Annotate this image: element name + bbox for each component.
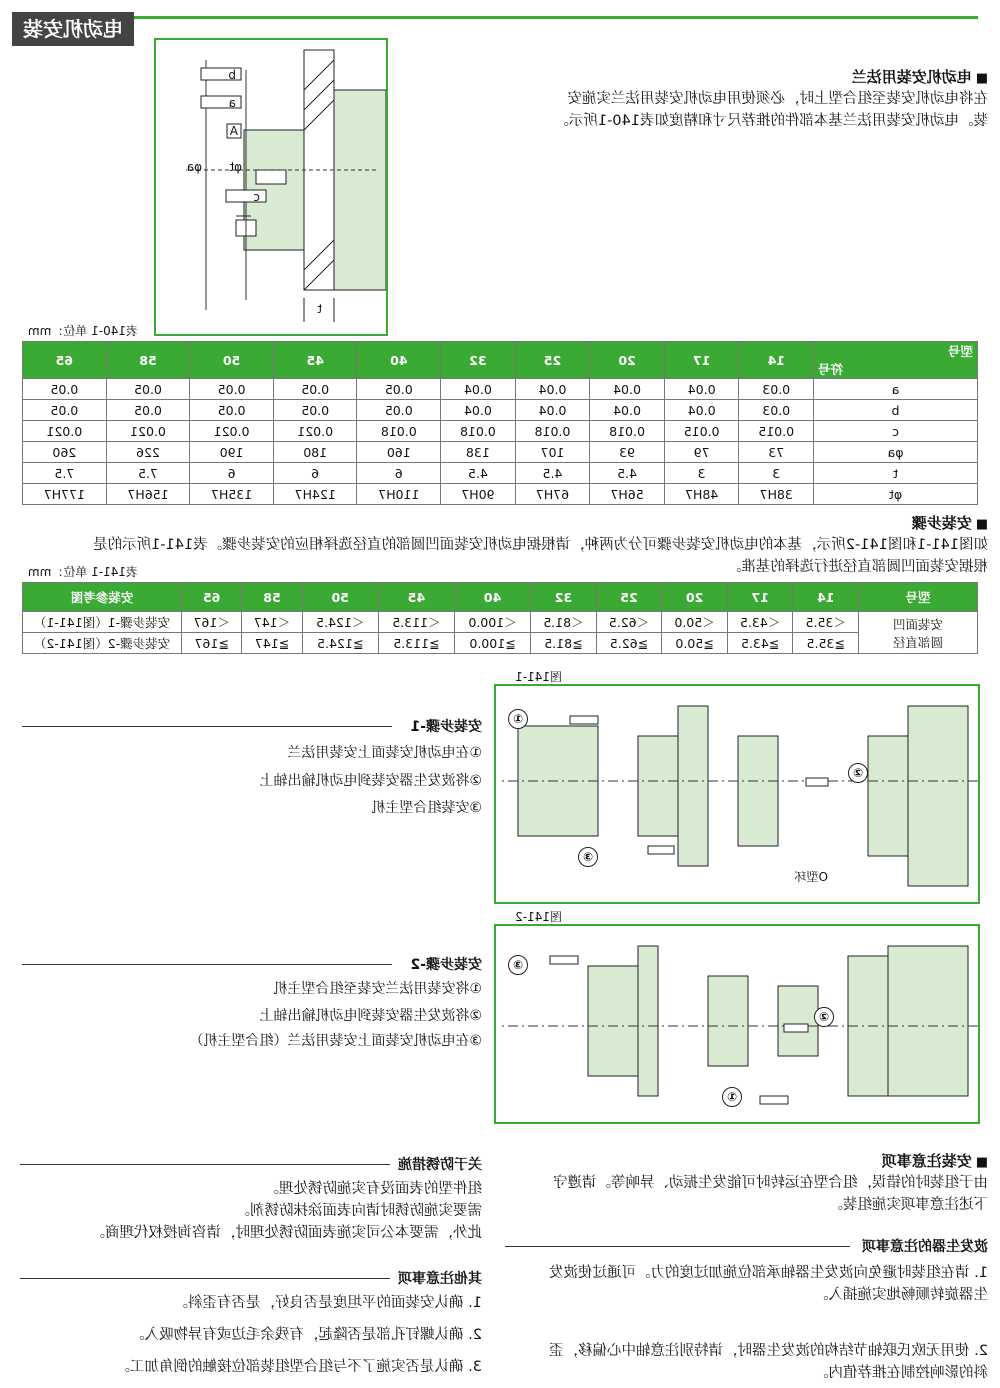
table140-cell: 79 bbox=[664, 442, 739, 463]
table141-ref: 安装步骤-1（图141-1） bbox=[23, 612, 182, 633]
fig141-1-step3-marker: ③ bbox=[578, 846, 598, 867]
assembly-drawing-1 bbox=[496, 686, 978, 902]
table141-cell: ＜147 bbox=[242, 612, 302, 633]
fig140-label-c: c bbox=[253, 190, 260, 204]
table140-row bbox=[23, 442, 978, 463]
table140-cell: 0.05 bbox=[23, 379, 107, 400]
table140-cell: 124H7 bbox=[273, 484, 357, 505]
table140-model: 20 bbox=[590, 342, 665, 379]
table140-cell: 190 bbox=[190, 442, 274, 463]
table140-cell: 226 bbox=[106, 442, 190, 463]
section-flange-text: 在将电动机安装至组合型上时，必须使用电动机安装用法兰实施安 装。电动机安装用法兰基本部件的推荐尺寸和精度如表140-1所示。 bbox=[554, 91, 988, 129]
figure-141-1 bbox=[494, 684, 980, 904]
table140-cell: 0.04 bbox=[441, 379, 516, 400]
header-rule bbox=[133, 16, 978, 19]
fig140-label-b: b bbox=[228, 68, 236, 82]
table141-head-model: 型号 bbox=[859, 583, 978, 612]
table140-symbol: b bbox=[814, 400, 978, 421]
table141-model: 65 bbox=[182, 583, 242, 612]
table140-row bbox=[23, 463, 978, 484]
table141-cell: ≧50.0 bbox=[662, 633, 728, 654]
fig141-1-step1-marker: ① bbox=[508, 708, 528, 729]
table141-model: 17 bbox=[727, 583, 793, 612]
step2-title: 安装步骤-2 bbox=[410, 957, 482, 973]
table140-model: 65 bbox=[23, 342, 107, 379]
table140-cell: 48H7 bbox=[664, 484, 739, 505]
table141-cell: ＜81.5 bbox=[531, 612, 597, 633]
table140-cell: 7.5 bbox=[23, 463, 107, 484]
table140-cell: 0.05 bbox=[190, 400, 274, 421]
table140-row bbox=[23, 400, 978, 421]
table141-row bbox=[23, 612, 978, 633]
table141-cell: ≧113.5 bbox=[378, 633, 454, 654]
fig140-label-phi-t: φt bbox=[229, 160, 242, 174]
table140-cell: 0.018 bbox=[441, 421, 516, 442]
header-title: 电动机安装 bbox=[12, 12, 134, 46]
table140-cell: 0.04 bbox=[515, 379, 590, 400]
table140-cell: 56H7 bbox=[590, 484, 665, 505]
section-flange-title: ■ 电动机安装用法兰 bbox=[852, 66, 988, 87]
table140-row bbox=[23, 484, 978, 505]
table141-row bbox=[23, 633, 978, 654]
step2-item: ③在电动机安装面上安装用法兰（组合型主机） bbox=[189, 1033, 482, 1049]
table140-cell: 0.018 bbox=[357, 421, 441, 442]
table141-cell: ≧62.5 bbox=[596, 633, 662, 654]
table140-model: 45 bbox=[273, 342, 357, 379]
table140-cell: 0.015 bbox=[664, 421, 739, 442]
table141-model: 50 bbox=[302, 583, 378, 612]
table140-cell: 0.04 bbox=[441, 400, 516, 421]
table140-cell: 0.018 bbox=[515, 421, 590, 442]
wave-note-1: 1. 请在组装时避免向波发生器轴承部位施加过度的力。可通过使波发 生器旋转顺畅地实施插入。 bbox=[549, 1265, 988, 1303]
table140-cell: 180 bbox=[273, 442, 357, 463]
table140-cell: 0.04 bbox=[590, 379, 665, 400]
table140-row bbox=[23, 421, 978, 442]
table140-row bbox=[23, 379, 978, 400]
table140-cell: 0.05 bbox=[357, 400, 441, 421]
fig140-label-a: a bbox=[228, 96, 236, 110]
table140-cell: 4.5 bbox=[515, 463, 590, 484]
table140-cell: 160 bbox=[357, 442, 441, 463]
table140-model: 25 bbox=[515, 342, 590, 379]
table141-model: 58 bbox=[242, 583, 302, 612]
section-notes-text: 由于组装时的错误，组合型在运转时可能发生振动、异响等。请遵守 下述注意事项实施组装。 bbox=[553, 1175, 988, 1213]
table141-model: 14 bbox=[793, 583, 859, 612]
wave-notes-rule bbox=[505, 1246, 850, 1247]
table141-cell: ≧147 bbox=[242, 633, 302, 654]
table140-cell: 0.018 bbox=[590, 421, 665, 442]
table140-cell: 6 bbox=[357, 463, 441, 484]
table141-cell: ≧35.5 bbox=[793, 633, 859, 654]
fig140-label-t: t bbox=[317, 302, 322, 316]
table140-model: 32 bbox=[441, 342, 516, 379]
table140-cell: 0.05 bbox=[273, 379, 357, 400]
table140-cell: 260 bbox=[23, 442, 107, 463]
table140-cell: 67H7 bbox=[515, 484, 590, 505]
other-note: 1. 确认安装面的平坦度是否良好，是否有歪斜。 bbox=[173, 1295, 482, 1311]
fig141-2-step1-marker: ① bbox=[722, 1086, 742, 1107]
fig141-1-oring-label: O型环 bbox=[794, 870, 828, 884]
other-note: 3. 确认是否实施了不与组合型组装部位接触的倒角加工。 bbox=[115, 1359, 482, 1375]
table140-cell: 3 bbox=[739, 463, 814, 484]
table141-model: 20 bbox=[662, 583, 728, 612]
rust-title: 关于防锈措施 bbox=[398, 1157, 482, 1173]
table140-cell: 0.05 bbox=[273, 400, 357, 421]
other-notes-title: 其他注意事项 bbox=[398, 1271, 482, 1287]
table141-cell: ≧124.5 bbox=[302, 633, 378, 654]
table140-cell: 0.04 bbox=[590, 400, 665, 421]
table140-cell: 177H7 bbox=[23, 484, 107, 505]
table140-cell: 0.03 bbox=[739, 400, 814, 421]
table141-model: 25 bbox=[596, 583, 662, 612]
table141-model: 32 bbox=[531, 583, 597, 612]
other-note: 2. 确认螺钉孔部是否隆起，有残余毛边或有异物吸入。 bbox=[130, 1327, 482, 1343]
table141-model: 45 bbox=[378, 583, 454, 612]
table140-cell: 0.05 bbox=[357, 379, 441, 400]
table140-cell: 110H7 bbox=[357, 484, 441, 505]
fig141-2-step3-marker: ③ bbox=[508, 954, 528, 975]
table140-cell: 0.021 bbox=[190, 421, 274, 442]
table141-cell: ＜35.5 bbox=[793, 612, 859, 633]
table140-cell: 0.05 bbox=[23, 400, 107, 421]
table140-cell: 135H7 bbox=[190, 484, 274, 505]
table-141-1 bbox=[22, 582, 978, 654]
step2-rule bbox=[22, 964, 392, 965]
table140-cell: 0.04 bbox=[664, 379, 739, 400]
table141-cell: ≧81.5 bbox=[531, 633, 597, 654]
table140-model: 58 bbox=[106, 342, 190, 379]
table140-cell: 38H7 bbox=[739, 484, 814, 505]
table140-symbol: a bbox=[814, 379, 978, 400]
table140-cell: 90H7 bbox=[441, 484, 516, 505]
table140-cell: 3 bbox=[664, 463, 739, 484]
other-notes-rule bbox=[20, 1278, 390, 1279]
table140-corner: 型号 符号 bbox=[814, 342, 978, 379]
table140-cell: 138 bbox=[441, 442, 516, 463]
table140-symbol: t bbox=[814, 463, 978, 484]
table140-cell: 0.05 bbox=[106, 379, 190, 400]
table140-symbol: c bbox=[814, 421, 978, 442]
table140-cell: 107 bbox=[515, 442, 590, 463]
table140-cell: 156H7 bbox=[106, 484, 190, 505]
table140-cell: 0.021 bbox=[273, 421, 357, 442]
step1-title: 安装步骤-1 bbox=[410, 719, 482, 735]
table140-cell: 0.05 bbox=[106, 400, 190, 421]
table140-cell: 0.021 bbox=[106, 421, 190, 442]
fig141-1-step2-marker: ② bbox=[848, 762, 868, 783]
table140-cell: 93 bbox=[590, 442, 665, 463]
table141-cell: ＜100.0 bbox=[454, 612, 530, 633]
fig141-2-label: 图141-2 bbox=[515, 910, 562, 924]
step1-item: ③安装组合型主机 bbox=[371, 800, 482, 816]
table141-caption: 表141-1 单位：mm bbox=[27, 565, 138, 579]
table140-cell: 4.5 bbox=[441, 463, 516, 484]
step1-rule bbox=[22, 726, 392, 727]
table140-cell: 73 bbox=[739, 442, 814, 463]
fig141-2-step2-marker: ② bbox=[814, 1006, 834, 1027]
fig140-label-phi-a: φa bbox=[186, 160, 202, 174]
table140-symbol: φt bbox=[814, 484, 978, 505]
flange-drawing bbox=[156, 40, 386, 334]
table140-cell: 0.03 bbox=[739, 379, 814, 400]
table140-cell: 0.015 bbox=[739, 421, 814, 442]
table140-cell: 4.5 bbox=[590, 463, 665, 484]
rust-rule bbox=[20, 1164, 390, 1165]
figure-141-2 bbox=[494, 924, 980, 1124]
table141-ref: 安装步骤-2（图141-2） bbox=[23, 633, 182, 654]
table140-cell: 6 bbox=[273, 463, 357, 484]
rust-text: 组件型的表面没有实施防锈处理。 需要实施防锈时请向表面涂抹防锈剂。 此外，需要本公司实施表面防锈处理时，请咨询授权代理商。 bbox=[90, 1181, 482, 1241]
table141-cell: ＜113.5 bbox=[378, 612, 454, 633]
table140-cell: 6 bbox=[190, 463, 274, 484]
wave-note-2: 2. 使用无欧氏联轴节结构的波发生器时，请特别注意轴中心偏移，歪 斜的影响控制在推荐值内。 bbox=[549, 1343, 988, 1381]
table141-cell: ＜124.5 bbox=[302, 612, 378, 633]
section-notes-title: ■ 安装注意事项 bbox=[882, 1150, 988, 1171]
section-steps-title: ■ 安装步骤 bbox=[912, 512, 988, 533]
fig140-label-datum: A bbox=[229, 124, 238, 138]
table140-cell: 0.05 bbox=[190, 379, 274, 400]
step1-item: ②将波发生器安装到电动机输出轴上 bbox=[259, 773, 482, 789]
table141-cell: ＜62.5 bbox=[596, 612, 662, 633]
table140-cell: 0.04 bbox=[664, 400, 739, 421]
step2-item: ②将波发生器安装到电动机输出轴上 bbox=[259, 1008, 482, 1024]
step2-item: ①将安装用法兰安装至组合型主机 bbox=[273, 981, 482, 997]
fig141-1-label: 图141-1 bbox=[515, 670, 562, 684]
table140-symbol: φa bbox=[814, 442, 978, 463]
table140-model: 40 bbox=[357, 342, 441, 379]
table140-cell: 7.5 bbox=[106, 463, 190, 484]
table140-model: 14 bbox=[739, 342, 814, 379]
table141-model: 40 bbox=[454, 583, 530, 612]
table140-model: 50 bbox=[190, 342, 274, 379]
table141-head-ref: 安装参考图 bbox=[23, 583, 182, 612]
table140-model: 17 bbox=[664, 342, 739, 379]
table141-cell: ＜50.0 bbox=[662, 612, 728, 633]
table140-caption: 表140-1 单位：mm bbox=[27, 324, 138, 338]
table141-cell: ≧167 bbox=[182, 633, 242, 654]
table141-cell: ＜43.5 bbox=[727, 612, 793, 633]
table-140-1 bbox=[22, 341, 978, 505]
section-steps-text: 如图141-1和图141-2所示，基本的电动机安装步骤可分为两种，请根据电动机安装面凹圆部的直径选择相应的安装步骤。表141-1所示的是 根据安装面凹圆部直径进行选择的基准。 bbox=[93, 537, 988, 575]
table141-cell: ＜167 bbox=[182, 612, 242, 633]
table141-row-label: 安装面凹 圆部直径 bbox=[859, 612, 978, 654]
table141-cell: ≧43.5 bbox=[727, 633, 793, 654]
table140-cell: 0.04 bbox=[515, 400, 590, 421]
table141-cell: ≧100.0 bbox=[454, 633, 530, 654]
wave-notes-title: 波发生器的注意事项 bbox=[862, 1239, 988, 1255]
figure-140-1 bbox=[154, 38, 388, 336]
table140-cell: 0.021 bbox=[23, 421, 107, 442]
step1-item: ①在电动机安装面上安装用法兰 bbox=[287, 745, 482, 761]
